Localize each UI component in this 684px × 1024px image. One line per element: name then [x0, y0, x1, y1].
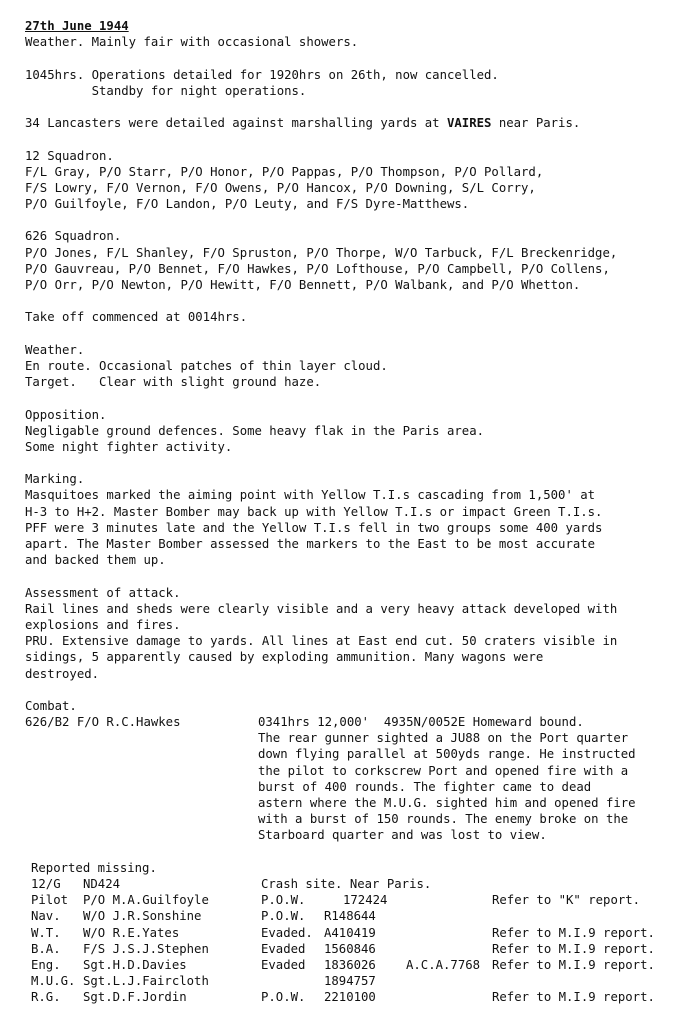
crew-status: P.O.W. [261, 990, 306, 1005]
report-reference: Refer to M.I.9 report. [492, 925, 655, 940]
crew-line: F/S Lowry, F/O Vernon, F/O Owens, P/O Hancox, P/O Downing, S/L Corry, [25, 180, 536, 195]
table-row [31, 957, 675, 973]
crew-position: Pilot [31, 893, 69, 908]
service-number: R148644 [324, 909, 376, 924]
section-title: Marking. [25, 472, 85, 487]
service-number: 1894757 [324, 974, 376, 989]
missing-section [31, 860, 675, 1006]
unit: 12/G [31, 876, 61, 891]
table-row [31, 892, 675, 908]
combat-line: burst of 400 rounds. The fighter came to dead [258, 779, 592, 794]
squadron-12-section [25, 148, 675, 213]
missing-header-row [31, 876, 675, 892]
report-reference: Refer to "K" report. [492, 893, 641, 908]
crew-line: P/O Gauvreau, P/O Bennet, F/O Hawkes, P/O Lofthouse, P/O Campbell, P/O Collens, [25, 261, 610, 276]
text-line: Negligable ground defences. Some heavy flak in the Paris area. [25, 423, 485, 438]
combat-line: 0341hrs 12,000' 4935N/0052E Homeward bound. [258, 715, 584, 730]
crash-site: Crash site. Near Paris. [261, 876, 432, 891]
text-line: Masquitoes marked the aiming point with Yellow T.I.s cascading from 1,500' at [25, 488, 596, 503]
report-reference: Refer to M.I.9 report. [492, 941, 655, 956]
section-title: Assessment of attack. [25, 585, 181, 600]
crew-line: P/O Orr, P/O Newton, P/O Hewitt, F/O Bennett, P/O Walbank, and P/O Whetton. [25, 278, 581, 292]
opposition-section [25, 407, 675, 456]
crew-line: P/O Jones, F/L Shanley, F/O Spruston, P/O Thorpe, W/O Tarbuck, F/L Breckenridge, [25, 245, 618, 260]
service-number: A410419 [324, 925, 376, 940]
assessment-section [25, 585, 675, 682]
reference-code: A.C.A.7768 [406, 957, 481, 972]
crew-line: F/L Gray, P/O Starr, P/O Honor, P/O Pappas, P/O Thompson, P/O Pollard, [25, 164, 544, 179]
crew-position: M.U.G. [31, 974, 76, 989]
crew-name: Sgt.H.D.Davies [83, 957, 187, 972]
text-line: Some night fighter activity. [25, 439, 233, 454]
crew-status: Evaded [261, 941, 306, 956]
entry-date: 27th June 1944 [25, 19, 129, 33]
squadron-626-section [25, 228, 675, 293]
ops-line-2: Standby for night operations. [25, 83, 307, 98]
combat-line: astern where the M.U.G. sighted him and opened fire [258, 796, 636, 810]
combat-line: Starboard quarter and was lost to view. [258, 828, 547, 843]
text-line: explosions and fires. [25, 617, 181, 632]
section-title: Combat. [25, 698, 77, 713]
takeoff-line: Take off commenced at 0014hrs. [25, 310, 248, 325]
text-line: Rail lines and sheds were clearly visible and a very heavy attack developed with [25, 601, 618, 616]
report-reference: Refer to M.I.9 report. [492, 957, 655, 972]
crew-name: Sgt.L.J.Faircloth [83, 974, 209, 989]
weather-summary: Weather. Mainly fair with occasional showers. [25, 35, 359, 50]
table-row [31, 989, 675, 1005]
combat-line: down flying parallel at 500yds range. He instructed [258, 747, 636, 762]
text-line: PRU. Extensive damage to yards. All lines at East end cut. 50 craters visible in [25, 634, 618, 649]
combat-line: The rear gunner sighted a JU88 on the Port quarter [258, 731, 629, 746]
crew-status: P.O.W. [261, 909, 306, 924]
combat-section [25, 698, 675, 844]
target-name: VAIRES [447, 116, 492, 131]
table-row [31, 908, 675, 924]
crew-line: P/O Guilfoyle, F/O Landon, P/O Leuty, and F/S Dyre-Matthews. [25, 197, 470, 212]
text-line: and backed them up. [25, 553, 166, 568]
combat-line: with a burst of 150 rounds. The enemy broke on the [258, 812, 629, 827]
crew-name: W/O R.E.Yates [83, 925, 180, 940]
crew-position: R.G. [31, 990, 61, 1005]
crew-status: Evaded. [261, 925, 313, 940]
detail-line: 34 Lancasters were detailed against marshalling yards at VAIRES near Paris. [25, 116, 581, 131]
report-reference: Refer to M.I.9 report. [492, 990, 655, 1005]
crew-name: P/O M.A.Guilfoyle [83, 893, 209, 908]
crew-position: B.A. [31, 941, 61, 956]
marking-section [25, 471, 675, 568]
crew-position: Eng. [31, 957, 61, 972]
text-line: sidings, 5 apparently caused by exploding ammunition. Many wagons were [25, 650, 544, 665]
service-number: 1560846 [324, 941, 376, 956]
service-number: 172424 [343, 893, 388, 908]
table-row [31, 941, 675, 957]
section-title: 626 Squadron. [25, 229, 122, 244]
operations-record-page [25, 18, 675, 1005]
crew-status: P.O.W. [261, 893, 306, 908]
section-title: Reported missing. [31, 860, 157, 875]
text-line: apart. The Master Bomber assessed the markers to the East to be most accurate [25, 537, 596, 551]
section-title: Opposition. [25, 407, 107, 422]
text-line: destroyed. [25, 666, 100, 681]
ops-line-1: 1045hrs. Operations detailed for 1920hrs on 26th, now cancelled. [25, 67, 499, 82]
section-title: Weather. [25, 342, 85, 357]
text-line: PFF were 3 minutes late and the Yellow T.I.s fell in two groups some 400 yards [25, 520, 603, 535]
crew-name: Sgt.D.F.Jordin [83, 990, 187, 1005]
combat-crew: 626/B2 F/O R.C.Hawkes [25, 715, 181, 730]
crew-position: W.T. [31, 925, 61, 940]
aircraft-serial: ND424 [83, 876, 121, 891]
weather-section [25, 342, 675, 391]
text-line: Target. Clear with slight ground haze. [25, 375, 322, 390]
crew-name: F/S J.S.J.Stephen [83, 941, 209, 956]
table-row [31, 925, 675, 941]
service-number: 1836026 [324, 957, 376, 972]
combat-line: the pilot to corkscrew Port and opened fire with a [258, 763, 629, 778]
table-row [31, 973, 675, 989]
service-number: 2210100 [324, 990, 376, 1005]
text-line: H-3 to H+2. Master Bomber may back up with Yellow T.I.s or impact Green T.I.s. [25, 504, 603, 519]
section-title: 12 Squadron. [25, 148, 114, 163]
crew-position: Nav. [31, 909, 61, 924]
crew-status: Evaded [261, 957, 306, 972]
text-line: En route. Occasional patches of thin layer cloud. [25, 358, 388, 373]
crew-name: W/O J.R.Sonshine [83, 909, 202, 924]
